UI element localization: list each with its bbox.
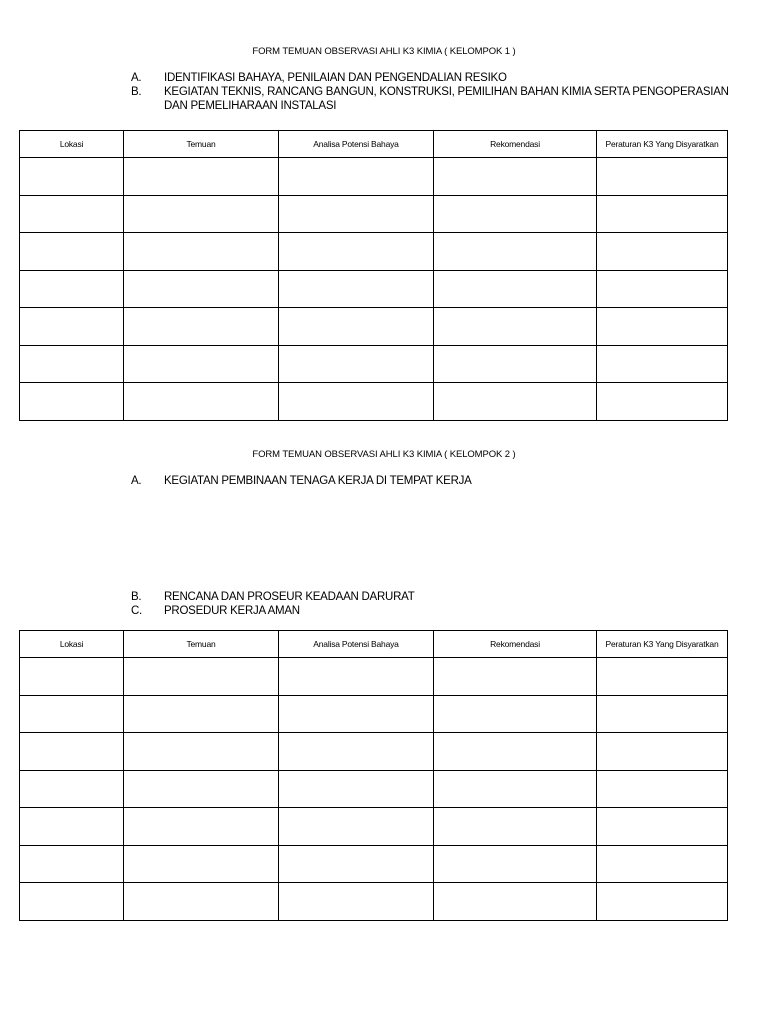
table-cell[interactable] (279, 770, 434, 808)
table-cell[interactable] (597, 658, 728, 696)
table-cell[interactable] (20, 658, 124, 696)
table-cell[interactable] (124, 770, 279, 808)
table-cell[interactable] (434, 695, 597, 733)
list-item (131, 71, 731, 85)
table-row (20, 733, 728, 771)
table-cell[interactable] (279, 270, 434, 308)
table-cell[interactable] (279, 195, 434, 233)
table-cell[interactable] (20, 158, 124, 196)
list-text (164, 85, 731, 113)
table-cell[interactable] (20, 845, 124, 883)
table-cell[interactable] (597, 808, 728, 846)
list-text: IDENTIFIKASI BAHAYA, PENILAIAN DAN PENGENDALIAN RESIKO (164, 72, 507, 84)
table-cell[interactable] (279, 845, 434, 883)
table-cell[interactable] (434, 233, 597, 271)
table-cell[interactable] (20, 345, 124, 383)
table-cell[interactable] (597, 733, 728, 771)
table-cell[interactable] (597, 845, 728, 883)
table-cell[interactable] (124, 270, 279, 308)
form-title-kelompok-1: FORM TEMUAN OBSERVASI AHLI K3 KIMIA ( KELOMPOK 1 ) (252, 46, 516, 57)
table-cell[interactable] (597, 270, 728, 308)
list-text-line: KEGIATAN TEKNIS, RANCANG BANGUN, KONSTRUKSI, PEMILIHAN BAHAN KIMIA SERTA PENGOPERASIAN (164, 86, 729, 98)
table-row (20, 770, 728, 808)
table-cell[interactable] (279, 883, 434, 921)
table-cell[interactable] (124, 733, 279, 771)
table-row (20, 383, 728, 421)
table-cell[interactable] (597, 308, 728, 346)
table-cell[interactable] (434, 845, 597, 883)
header-analisa-potensi-bahaya: Analisa Potensi Bahaya (279, 631, 434, 658)
header-temuan: Temuan (124, 631, 279, 658)
list-item (131, 590, 731, 604)
table-row (20, 845, 728, 883)
table-cell[interactable] (20, 883, 124, 921)
list-item (131, 474, 731, 488)
list-item (131, 604, 731, 618)
table-cell[interactable] (124, 345, 279, 383)
table-cell[interactable] (279, 308, 434, 346)
table-header-row (20, 631, 728, 658)
table-cell[interactable] (597, 883, 728, 921)
table-cell[interactable] (597, 158, 728, 196)
table-cell[interactable] (279, 158, 434, 196)
table-cell[interactable] (20, 195, 124, 233)
table-cell[interactable] (20, 233, 124, 271)
table-cell[interactable] (124, 158, 279, 196)
list-letter: B. (131, 86, 142, 98)
observation-table-2 (19, 630, 728, 921)
list-letter: B. (131, 591, 142, 603)
header-rekomendasi: Rekomendasi (434, 631, 597, 658)
table-cell[interactable] (434, 308, 597, 346)
table-cell[interactable] (434, 733, 597, 771)
table-cell[interactable] (124, 845, 279, 883)
table-cell[interactable] (20, 308, 124, 346)
list-letter: C. (131, 605, 142, 617)
table-row (20, 658, 728, 696)
header-temuan: Temuan (124, 131, 279, 158)
form-title-kelompok-2: FORM TEMUAN OBSERVASI AHLI K3 KIMIA ( KELOMPOK 2 ) (252, 449, 516, 460)
table-row (20, 158, 728, 196)
header-peraturan-k3: Peraturan K3 Yang Disyaratkan (597, 631, 728, 658)
table-cell[interactable] (124, 383, 279, 421)
header-peraturan-k3: Peraturan K3 Yang Disyaratkan (597, 131, 728, 158)
table-row (20, 345, 728, 383)
table-cell[interactable] (124, 808, 279, 846)
table-cell[interactable] (279, 658, 434, 696)
table-cell[interactable] (597, 695, 728, 733)
header-lokasi: Lokasi (20, 631, 124, 658)
table-cell[interactable] (434, 770, 597, 808)
list-text: KEGIATAN PEMBINAAN TENAGA KERJA DI TEMPAT KERJA (164, 475, 472, 487)
table-cell[interactable] (279, 695, 434, 733)
table-cell[interactable] (124, 695, 279, 733)
table-cell[interactable] (124, 658, 279, 696)
table-row (20, 233, 728, 271)
table-cell[interactable] (434, 195, 597, 233)
table-cell[interactable] (20, 733, 124, 771)
table-row (20, 695, 728, 733)
table-cell[interactable] (434, 158, 597, 196)
table-row (20, 883, 728, 921)
table-cell[interactable] (597, 345, 728, 383)
table-cell[interactable] (434, 345, 597, 383)
table-cell[interactable] (20, 770, 124, 808)
header-rekomendasi: Rekomendasi (434, 131, 597, 158)
table-cell[interactable] (279, 345, 434, 383)
header-analisa-potensi-bahaya: Analisa Potensi Bahaya (279, 131, 434, 158)
table-cell[interactable] (124, 883, 279, 921)
table-cell[interactable] (20, 695, 124, 733)
table-row (20, 808, 728, 846)
section1-list (131, 71, 731, 113)
table-cell[interactable] (124, 308, 279, 346)
table-cell[interactable] (124, 195, 279, 233)
list-letter: A. (131, 475, 142, 487)
table-cell[interactable] (20, 383, 124, 421)
list-item (131, 85, 731, 113)
header-lokasi: Lokasi (20, 131, 124, 158)
table-cell[interactable] (434, 383, 597, 421)
table-cell[interactable] (279, 383, 434, 421)
table-cell[interactable] (597, 770, 728, 808)
table-cell[interactable] (20, 270, 124, 308)
table-cell[interactable] (434, 883, 597, 921)
table-row (20, 270, 728, 308)
table-cell[interactable] (597, 233, 728, 271)
table-cell[interactable] (434, 658, 597, 696)
list-text-line: DAN PEMELIHARAAN INSTALASI (164, 100, 337, 112)
table-cell[interactable] (279, 233, 434, 271)
table-row (20, 308, 728, 346)
table-cell[interactable] (434, 270, 597, 308)
table-cell[interactable] (597, 383, 728, 421)
table-row (20, 195, 728, 233)
list-text: PROSEDUR KERJA AMAN (164, 605, 300, 617)
table-cell[interactable] (434, 808, 597, 846)
table-cell[interactable] (279, 733, 434, 771)
table-header-row (20, 131, 728, 158)
table-cell[interactable] (597, 195, 728, 233)
list-letter: A. (131, 72, 142, 84)
table-cell[interactable] (20, 808, 124, 846)
section2-list-bc (131, 590, 731, 618)
table-cell[interactable] (279, 808, 434, 846)
list-text: RENCANA DAN PROSEUR KEADAAN DARURAT (164, 591, 415, 603)
table-cell[interactable] (124, 233, 279, 271)
observation-table-1 (19, 130, 728, 421)
section2-list-a (131, 474, 731, 488)
